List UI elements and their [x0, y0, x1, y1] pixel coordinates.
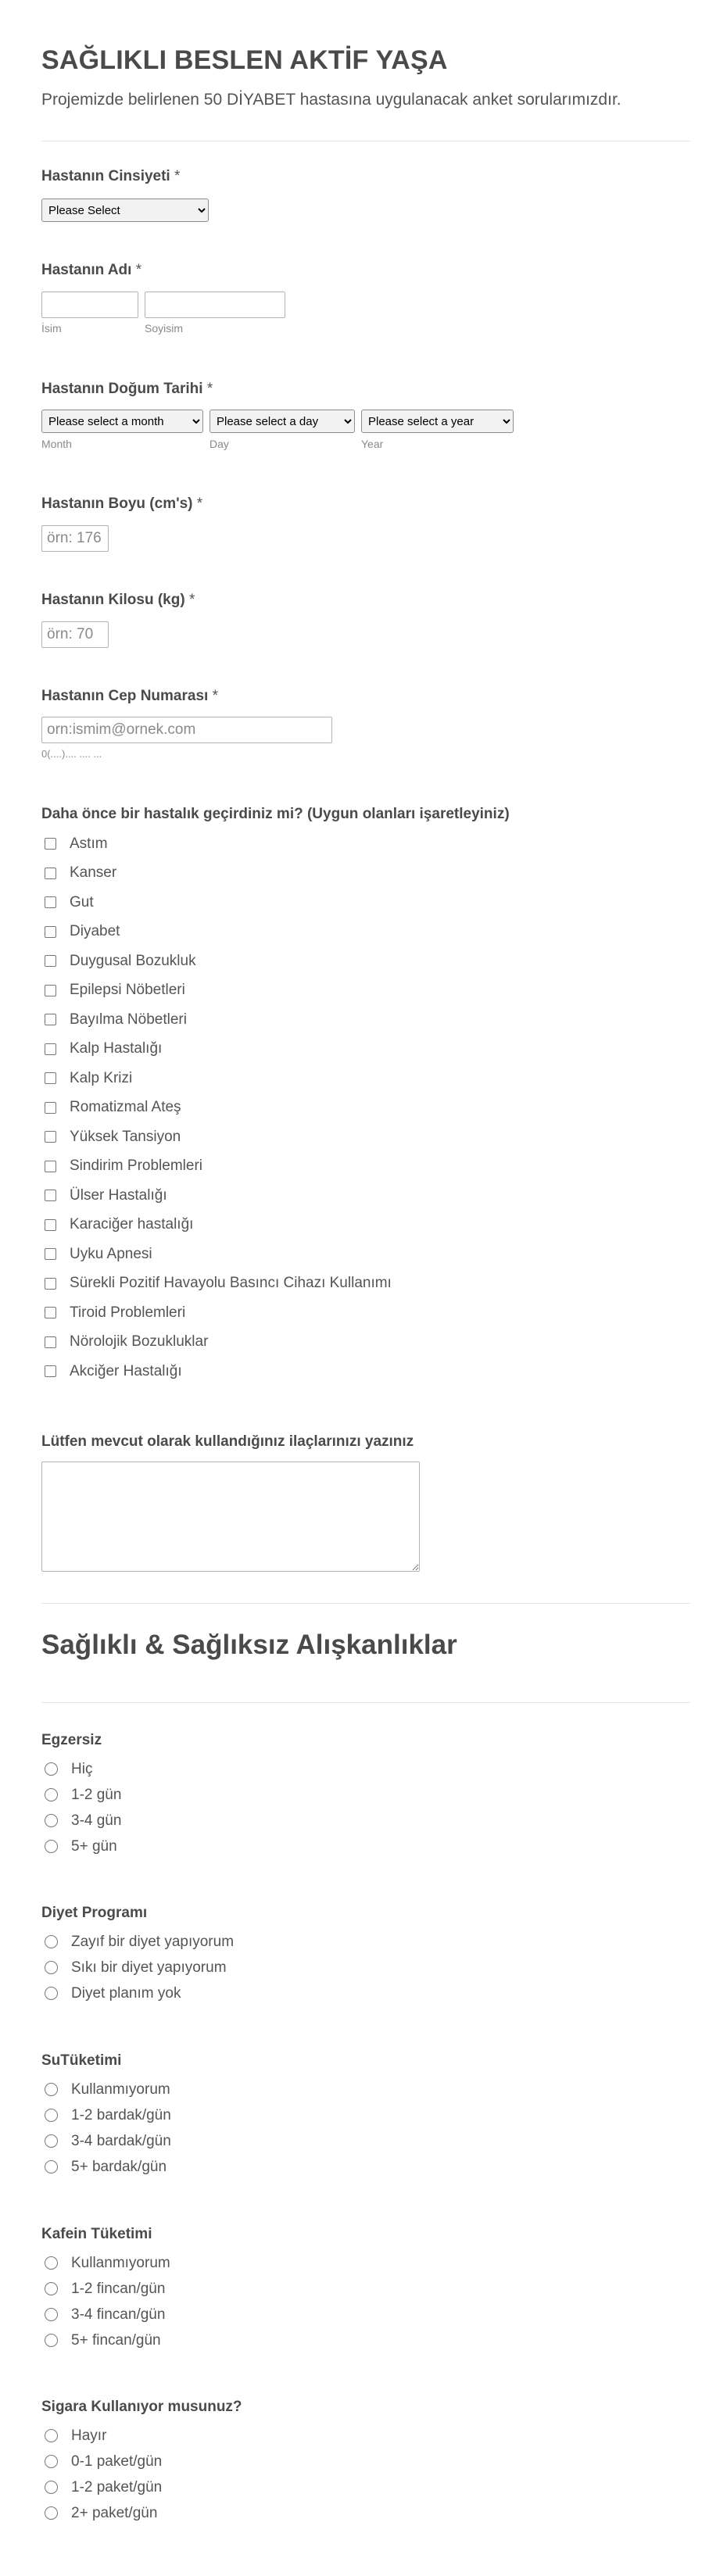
water-radio-group [45, 2077, 171, 2180]
checkbox[interactable] [45, 1014, 56, 1025]
disease-option[interactable] [45, 1064, 392, 1093]
habits-section-title: Sağlıklı & Sağlıksız Alışkanlıklar [41, 1630, 457, 1660]
disease-option-label[interactable]: Akciğer Hastalığı [70, 1362, 182, 1379]
form-subtitle: Projemizde belirlenen 50 DİYABET hastasına uygulanacak anket sorularımızdır. [41, 91, 621, 109]
water-option-label[interactable]: 3-4 bardak/gün [71, 2132, 171, 2149]
disease-option[interactable] [45, 1298, 392, 1328]
disease-option[interactable] [45, 1005, 392, 1035]
diet-option-label[interactable]: Sıkı bir diyet yapıyorum [71, 1959, 227, 1976]
exercise-option-label[interactable]: 3-4 gün [71, 1812, 122, 1829]
disease-option[interactable] [45, 829, 392, 859]
weight-input[interactable] [41, 621, 109, 648]
exercise-label: Egzersiz [41, 1732, 102, 1748]
disease-option-label[interactable]: Kanser [70, 864, 117, 882]
disease-option[interactable] [45, 888, 392, 918]
disease-option-label[interactable]: Ülser Hastalığı [70, 1186, 167, 1204]
smoking-option[interactable] [45, 2474, 162, 2500]
disease-option-label[interactable]: Gut [70, 893, 94, 911]
exercise-option[interactable] [45, 1808, 121, 1834]
smoking-option-label[interactable]: Hayır [71, 2427, 107, 2444]
water-option[interactable] [45, 2154, 171, 2180]
exercise-option-label[interactable]: Hiç [71, 1760, 93, 1777]
required-mark: * [206, 381, 213, 397]
disease-option[interactable] [45, 1240, 392, 1269]
disease-option[interactable] [45, 859, 392, 889]
required-mark: * [135, 262, 142, 278]
last-name-sublabel: Soyisim [145, 322, 184, 335]
medications-label: Lütfen mevcut olarak kullandığınız ilaçlarınızı yazınız [41, 1433, 414, 1450]
first-name-input[interactable] [41, 292, 138, 318]
diet-option[interactable] [45, 1955, 234, 1980]
disease-option-label[interactable]: Sindirim Problemleri [70, 1157, 202, 1175]
birth-month-select[interactable] [41, 410, 203, 433]
exercise-option[interactable] [45, 1782, 121, 1808]
exercise-option-label[interactable]: 1-2 gün [71, 1786, 122, 1803]
smoking-option[interactable] [45, 2500, 162, 2526]
disease-option-label[interactable]: Diyabet [70, 923, 120, 940]
disease-option[interactable] [45, 1093, 392, 1123]
required-mark: * [188, 592, 195, 608]
birth-year-sublabel: Year [361, 438, 384, 450]
radio-button[interactable] [45, 1987, 58, 2000]
smoking-option-label[interactable]: 1-2 paket/gün [71, 2478, 163, 2496]
exercise-option-label[interactable]: 5+ gün [71, 1837, 117, 1855]
radio-button[interactable] [45, 1961, 58, 1974]
disease-option[interactable] [45, 918, 392, 947]
checkbox[interactable] [45, 1043, 56, 1055]
radio-button[interactable] [45, 1814, 58, 1827]
checkbox[interactable] [45, 1365, 56, 1377]
caffeine-option[interactable] [45, 2276, 170, 2302]
radio-button[interactable] [45, 1762, 58, 1776]
gender-label: Hastanın Cinsiyeti * [41, 168, 181, 184]
gender-select[interactable] [41, 199, 209, 222]
checkbox[interactable] [45, 1248, 56, 1260]
disease-option[interactable] [45, 946, 392, 976]
birth-month-sublabel: Month [41, 438, 72, 450]
checkbox[interactable] [45, 1161, 56, 1172]
required-mark: * [174, 168, 181, 184]
disease-option[interactable] [45, 1152, 392, 1182]
diet-option[interactable] [45, 1980, 234, 2006]
caffeine-option-label[interactable]: Kullanmıyorum [71, 2254, 170, 2271]
checkbox[interactable] [45, 896, 56, 908]
checkbox[interactable] [45, 1336, 56, 1348]
water-option[interactable] [45, 2077, 171, 2102]
water-label: SuTüketimi [41, 2052, 122, 2069]
disease-option-label[interactable]: Duygusal Bozukluk [70, 952, 196, 969]
disease-option[interactable] [45, 1181, 392, 1211]
birth-date-label: Hastanın Doğum Tarihi * [41, 381, 213, 397]
smoking-option-label[interactable]: 0-1 paket/gün [71, 2453, 163, 2470]
diet-option-label[interactable]: Zayıf bir diyet yapıyorum [71, 1933, 235, 1950]
water-option[interactable] [45, 2128, 171, 2154]
radio-button[interactable] [45, 2109, 58, 2122]
radio-button[interactable] [45, 2083, 58, 2096]
checkbox[interactable] [45, 1307, 56, 1318]
caffeine-option[interactable] [45, 2327, 170, 2353]
radio-button[interactable] [45, 2160, 58, 2174]
disease-option[interactable] [45, 976, 392, 1006]
radio-button[interactable] [45, 1935, 58, 1948]
exercise-option[interactable] [45, 1834, 121, 1859]
checkbox[interactable] [45, 1278, 56, 1290]
required-mark: * [196, 496, 203, 512]
diseases-label: Daha önce bir hastalık geçirdiniz mi? (Uygun olanları işaretleyiniz) [41, 806, 510, 822]
disease-option[interactable] [45, 1122, 392, 1152]
checkbox[interactable] [45, 1072, 56, 1084]
checkbox[interactable] [45, 1190, 56, 1201]
disease-option[interactable] [45, 1035, 392, 1064]
first-name-sublabel: İsim [41, 322, 62, 335]
water-option-label[interactable]: 5+ bardak/gün [71, 2158, 167, 2175]
section-divider-bottom [41, 1702, 690, 1703]
radio-button[interactable] [45, 2455, 58, 2468]
last-name-input[interactable] [145, 292, 285, 318]
radio-button[interactable] [45, 2429, 58, 2442]
smoking-option[interactable] [45, 2449, 162, 2474]
disease-option-label[interactable]: Kalp Krizi [70, 1069, 133, 1086]
phone-input[interactable] [41, 717, 332, 743]
birth-day-select[interactable] [210, 410, 355, 433]
checkbox[interactable] [45, 955, 56, 967]
caffeine-option[interactable] [45, 2250, 170, 2276]
radio-button[interactable] [45, 2282, 58, 2295]
checkbox[interactable] [45, 1219, 56, 1231]
water-option-label[interactable]: Kullanmıyorum [71, 2080, 170, 2098]
diet-option[interactable] [45, 1929, 234, 1955]
phone-label: Hastanın Cep Numarası * [41, 688, 218, 704]
radio-button[interactable] [45, 2308, 58, 2321]
phone-format-hint: 0(....).... .... ... [41, 748, 102, 760]
smoking-label: Sigara Kullanıyor musunuz? [41, 2399, 242, 2415]
caffeine-option[interactable] [45, 2302, 170, 2327]
exercise-option[interactable] [45, 1756, 121, 1782]
name-label: Hastanın Adı * [41, 262, 142, 278]
caffeine-label: Kafein Tüketimi [41, 2226, 152, 2242]
radio-button[interactable] [45, 2334, 58, 2347]
caffeine-option-label[interactable]: 3-4 fincan/gün [71, 2306, 166, 2323]
radio-button[interactable] [45, 2134, 58, 2148]
disease-option-label[interactable]: Sürekli Pozitif Havayolu Basıncı Cihazı Kullanımı [70, 1275, 392, 1292]
checkbox[interactable] [45, 1102, 56, 1114]
caffeine-option-label[interactable]: 1-2 fincan/gün [71, 2280, 166, 2297]
checkbox[interactable] [45, 1131, 56, 1143]
birth-day-sublabel: Day [210, 438, 229, 450]
disease-option-label[interactable]: Bayılma Nöbetleri [70, 1011, 187, 1028]
radio-button[interactable] [45, 1788, 58, 1801]
disease-option-label[interactable]: Epilepsi Nöbetleri [70, 982, 185, 999]
radio-button[interactable] [45, 2481, 58, 2494]
disease-option-label[interactable]: Kalp Hastalığı [70, 1040, 163, 1057]
diseases-checkbox-list [45, 829, 392, 1386]
disease-option-label[interactable]: Uyku Apnesi [70, 1245, 152, 1262]
required-mark: * [212, 688, 218, 704]
caffeine-option-label[interactable]: 5+ fincan/gün [71, 2331, 161, 2349]
disease-option[interactable] [45, 1328, 392, 1358]
checkbox[interactable] [45, 985, 56, 996]
water-option-label[interactable]: 1-2 bardak/gün [71, 2106, 171, 2123]
disease-option-label[interactable]: Yüksek Tansiyon [70, 1128, 181, 1145]
checkbox[interactable] [45, 926, 56, 938]
disease-option-label[interactable]: Astım [70, 835, 108, 852]
disease-option-label[interactable]: Romatizmal Ateş [70, 1099, 181, 1116]
checkbox[interactable] [45, 838, 56, 850]
diet-label: Diyet Programı [41, 1905, 148, 1921]
radio-button[interactable] [45, 1840, 58, 1853]
disease-option-label[interactable]: Tiroid Problemleri [70, 1304, 186, 1321]
radio-button[interactable] [45, 2256, 58, 2270]
section-divider-top [41, 1603, 690, 1604]
disease-option[interactable] [45, 1211, 392, 1240]
water-option[interactable] [45, 2102, 171, 2128]
weight-label: Hastanın Kilosu (kg) * [41, 592, 195, 608]
smoking-option[interactable] [45, 2423, 162, 2449]
exercise-radio-group [45, 1756, 121, 1859]
disease-option[interactable] [45, 1269, 392, 1299]
disease-option[interactable] [45, 1357, 392, 1386]
medications-textarea[interactable] [41, 1462, 420, 1572]
height-label: Hastanın Boyu (cm's) * [41, 496, 203, 512]
diet-option-label[interactable]: Diyet planım yok [71, 1984, 181, 2002]
smoking-radio-group [45, 2423, 162, 2526]
smoking-option-label[interactable]: 2+ paket/gün [71, 2504, 158, 2521]
height-input[interactable] [41, 525, 109, 552]
radio-button[interactable] [45, 2506, 58, 2520]
disease-option-label[interactable]: Karaciğer hastalığı [70, 1216, 194, 1233]
birth-year-select[interactable] [361, 410, 514, 433]
form-title: SAĞLIKLI BESLEN AKTİF YAŞA [41, 45, 448, 75]
disease-option-label[interactable]: Nörolojik Bozukluklar [70, 1333, 209, 1351]
diet-radio-group [45, 1929, 234, 2006]
caffeine-radio-group [45, 2250, 170, 2353]
checkbox[interactable] [45, 868, 56, 879]
